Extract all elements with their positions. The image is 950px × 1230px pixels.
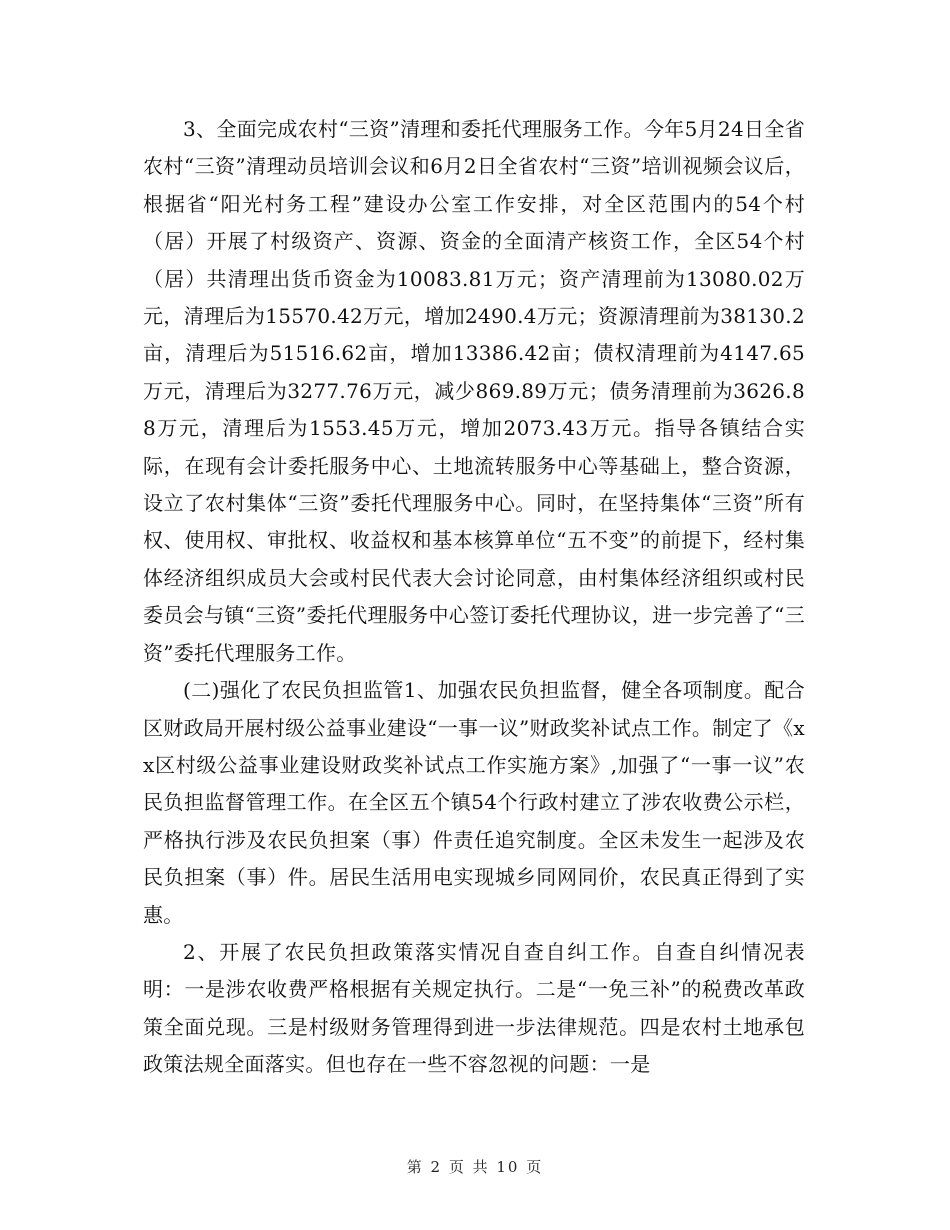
page-number-footer: 第 2 页 共 10 页 [406, 1158, 544, 1176]
paragraph-self-inspection: 2、开展了农民负担政策落实情况自查自纠工作。自查自纠情况表明：一是涉农收费严格根据有关规定执行。二是“一免三补”的税费改革政策全面兑现。三是村级财务管理得到进一步法律规范。四是农村土地承包政策法规全面落实。但也存在一些不容忽视的问题：一是 [143, 939, 805, 1077]
paragraph-farmer-burden: (二)强化了农民负担监管1、加强农民负担监督，健全各项制度。配合区财政局开展村级公益事业建设“一事一议”财政奖补试点工作。制定了《xx区村级公益事业建设财政奖补试点工作实施方案》,加强了“一事一议”农民负担监督管理工作。在全区五个镇54个行政村建立了涉农收费公示栏，严格执行涉及农民负担案（事）件责任追究制度。全区未发生一起涉及农民负担案（事）件。居民生活用电实现城乡同网同价，农民真正得到了实惠。 [143, 678, 805, 927]
paragraph-three-assets: 3、全面完成农村“三资”清理和委托代理服务工作。今年5月24日全省农村“三资”清理动员培训会议和6月2日全省农村“三资”培训视频会议后，根据省“阳光村务工程”建设办公室工作安排，对全区范围内的54个村（居）开展了村级资产、资源、资金的全面清产核资工作，全区54个村（居）共清理出货币资金为10083.81万元；资产清理前为13080.02万元，清理后为15570.42万元，增加2490.4万元；资源清理前为38130.2亩，清理后为51516.62亩，增加13386.42亩；债权清理前为4147.65万元，清理后为3277.76万元，减少869.89万元；债务清理前为3626.88万元，清理后为1553.45万元，增加2073.43万元。指导各镇结合实际，在现有会计委托服务中心、土地流转服务中心等基础上，整合资源，设立了农村集体“三资”委托代理服务中心。同时，在坚持集体“三资”所有权、使用权、审批权、收益权和基本核算单位“五不变”的前提下，经村集体经济组织成员大会或村民代表大会讨论同意，由村集体经济组织或村民委员会与镇“三资”委托代理服务中心签订委托代理协议，进一步完善了“三资”委托代理服务工作。 [143, 117, 805, 665]
document-body [143, 111, 805, 1084]
